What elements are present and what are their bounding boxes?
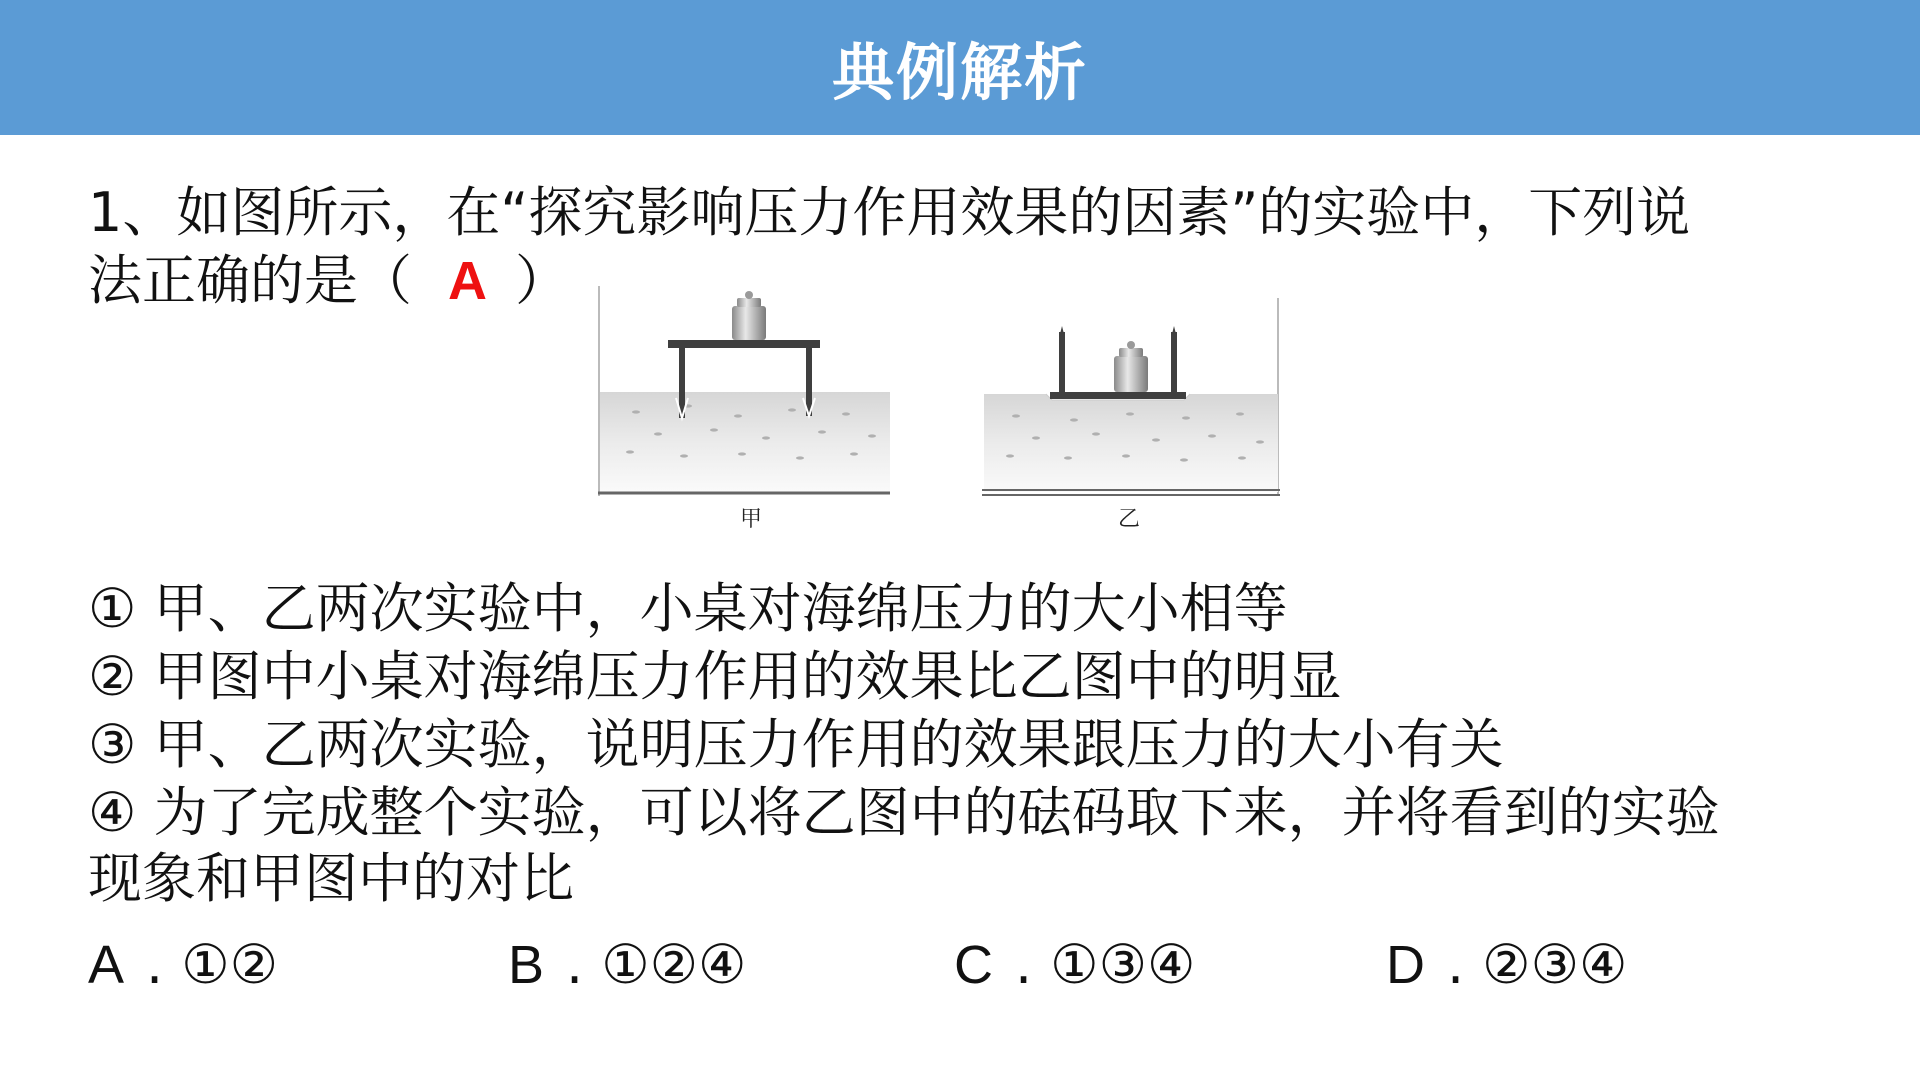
right-table-leg bbox=[1171, 332, 1177, 394]
answer-letter: A bbox=[448, 251, 487, 311]
statement-2: ② 甲图中小桌对海绵压力作用的效果比乙图中的明显 bbox=[88, 645, 1342, 708]
option-a[interactable]: A . ①② bbox=[88, 933, 279, 996]
option-c[interactable]: C . ①③④ bbox=[954, 933, 1196, 996]
option-letter: C bbox=[954, 935, 993, 995]
option-b[interactable]: B . ①②④ bbox=[508, 933, 747, 996]
right-caption: 乙 bbox=[1117, 507, 1141, 532]
question-suffix: ） bbox=[515, 249, 569, 312]
left-experiment bbox=[598, 286, 890, 496]
left-table-leg bbox=[679, 346, 685, 418]
option-value: ①③④ bbox=[1050, 933, 1196, 996]
option-value: ①② bbox=[181, 933, 279, 996]
statement-4: ④ 为了完成整个实验，可以将乙图中的砝码取下来，并将看到的实验 bbox=[88, 781, 1720, 844]
option-letter: A bbox=[88, 935, 125, 995]
experiment-figure bbox=[596, 286, 1282, 546]
statement-4-continued: 现象和甲图中的对比 bbox=[88, 847, 574, 910]
left-table-top bbox=[668, 340, 820, 348]
right-weight bbox=[1114, 341, 1148, 392]
option-letter: D bbox=[1386, 935, 1425, 995]
left-table-leg bbox=[806, 346, 812, 416]
left-weight bbox=[732, 291, 766, 340]
statement-1: ① 甲、乙两次实验中，小桌对海绵压力的大小相等 bbox=[88, 577, 1288, 640]
option-letter: B bbox=[508, 935, 545, 995]
right-table-top bbox=[1050, 392, 1186, 399]
question-line-1: 1、如图所示，在“探究影响压力作用效果的因素”的实验中，下列说 bbox=[88, 181, 1691, 244]
page-title: 典例解析 bbox=[831, 36, 1088, 109]
option-value: ①②④ bbox=[601, 933, 747, 996]
statement-3: ③ 甲、乙两次实验，说明压力作用的效果跟压力的大小有关 bbox=[88, 713, 1504, 776]
question-line-2 bbox=[88, 248, 569, 314]
header-bar bbox=[0, 0, 1920, 135]
right-sponge bbox=[984, 394, 1278, 492]
option-d[interactable]: D . ②③④ bbox=[1386, 933, 1628, 996]
right-experiment bbox=[982, 298, 1280, 496]
left-sponge bbox=[600, 392, 890, 492]
left-caption: 甲 bbox=[739, 507, 763, 532]
question-prefix: 法正确的是（ bbox=[88, 249, 412, 312]
option-value: ②③④ bbox=[1482, 933, 1628, 996]
right-table-leg bbox=[1059, 332, 1065, 394]
